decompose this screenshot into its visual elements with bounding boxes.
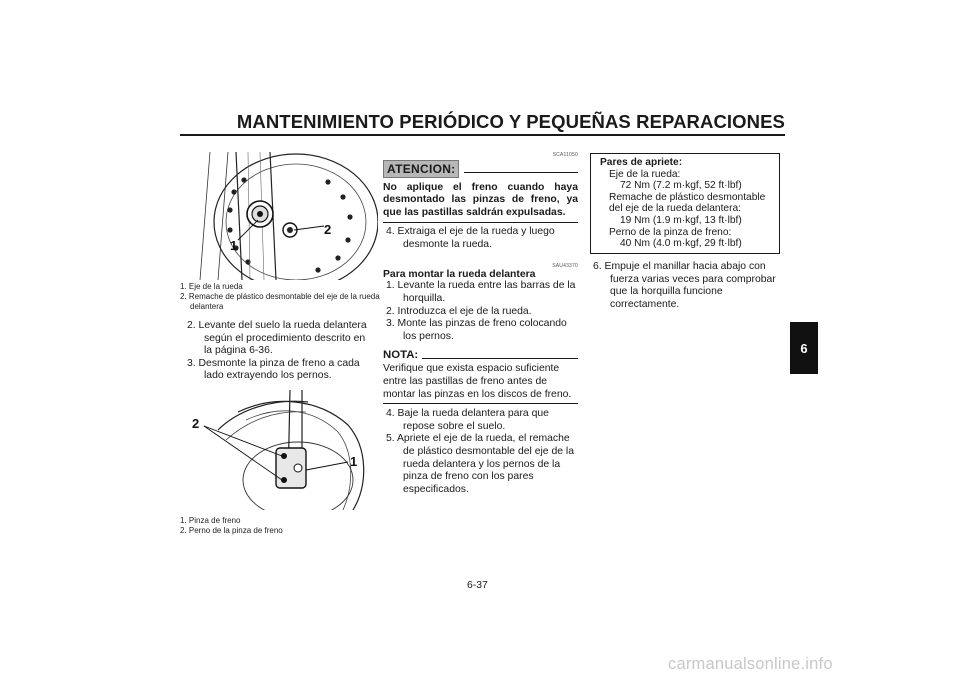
install-steps-2: [383, 408, 578, 496]
torque-item-value: 19 Nm (1.9 m·kgf, 13 ft·lbf): [620, 214, 742, 226]
step-5: 5. Apriete el eje de la rueda, el remache de plástico desmontable del eje de la rueda delantera y los pernos de la pinza de freno con los pares especificados.: [386, 433, 574, 495]
mid-step-4: [383, 226, 578, 251]
caution-end-rule: [383, 222, 578, 223]
right-step-6: [593, 261, 783, 311]
step-2: 2. Levante del suelo la rueda delantera según el procedimiento descrito en la página 6-36.: [187, 320, 367, 357]
caption-item: 1. Eje de la rueda: [180, 282, 243, 291]
torque-item-value: 72 Nm (7.2 m·kgf, 52 ft·lbf): [620, 180, 742, 192]
figure2-captions: [180, 516, 380, 536]
caption-item: 2. Perno de la pinza de freno: [180, 526, 283, 535]
torque-spec-box: [590, 153, 780, 254]
step-1: 1. Levante la rueda entre las barras de la horquilla.: [386, 280, 576, 304]
caption-item: 2. Remache de plástico desmontable del eje de la rueda delantera: [180, 292, 380, 311]
torque-item-name: Remache de plástico desmontable del eje de la rueda delantera:: [609, 191, 766, 215]
watermark: carmanualsonline.info: [668, 655, 833, 673]
install-steps: [383, 280, 578, 343]
step-2: 2. Introduzca el eje de la rueda.: [386, 305, 532, 317]
torque-item-name: Perno de la pinza de freno:: [609, 226, 732, 238]
step-6: 6. Empuje el manillar hacia abajo con fuerza varias veces para comprobar que la horquilla funcione correctamente.: [593, 261, 776, 310]
page-number: 6-37: [467, 580, 488, 591]
step-4: 4. Baje la rueda delantera para que repose sobre el suelo.: [386, 408, 549, 432]
caution-rule: [464, 172, 578, 173]
middle-column: [383, 152, 578, 496]
nota-rule: [422, 358, 578, 359]
callout-2: 2: [324, 222, 332, 237]
figure-wheel-axle: [178, 152, 378, 280]
chapter-tab: 6: [790, 322, 818, 374]
caption-item: 1. Pinza de freno: [180, 516, 241, 525]
caution-code: SCA11050: [552, 152, 578, 158]
header-rule: [180, 134, 785, 136]
page-title: MANTENIMIENTO PERIÓDICO Y PEQUEÑAS REPARACIONES: [236, 111, 785, 132]
nota-text: Verifique que exista espacio suficiente entre las pastillas de freno antes de montar las pinzas en los discos de freno.: [383, 363, 572, 400]
install-heading: Para montar la rueda delantera: [383, 269, 536, 281]
caution-badge: ATENCION:: [383, 160, 459, 178]
callout-1: 1: [350, 454, 358, 469]
nota-end-rule: [383, 403, 578, 404]
step-4: 4. Extraiga el eje de la rueda y luego desmonte la rueda.: [386, 226, 555, 250]
nota-label: NOTA:: [383, 349, 419, 362]
torque-item-value: 40 Nm (4.0 m·kgf, 29 ft·lbf): [620, 238, 742, 250]
figure-brake-caliper: [178, 390, 378, 510]
caution-text: No aplique el freno cuando haya desmontado las pinzas de freno, ya que las pastillas saldrán expulsadas.: [383, 182, 578, 218]
nota-header: [383, 349, 578, 361]
step-3: 3. Desmonte la pinza de freno a cada lado extrayendo los pernos.: [187, 357, 360, 382]
torque-item-name: Eje de la rueda:: [609, 168, 681, 180]
torque-heading: Pares de apriete:: [600, 157, 683, 168]
figure1-captions: [180, 282, 380, 312]
callout-2: 2: [192, 416, 200, 431]
step-3: 3. Monte las pinzas de freno colocando los pernos.: [386, 318, 567, 342]
caution-header: [383, 160, 578, 178]
install-code: SAU43370: [552, 263, 578, 270]
callout-1: 1: [230, 238, 238, 253]
left-steps: [187, 320, 372, 383]
